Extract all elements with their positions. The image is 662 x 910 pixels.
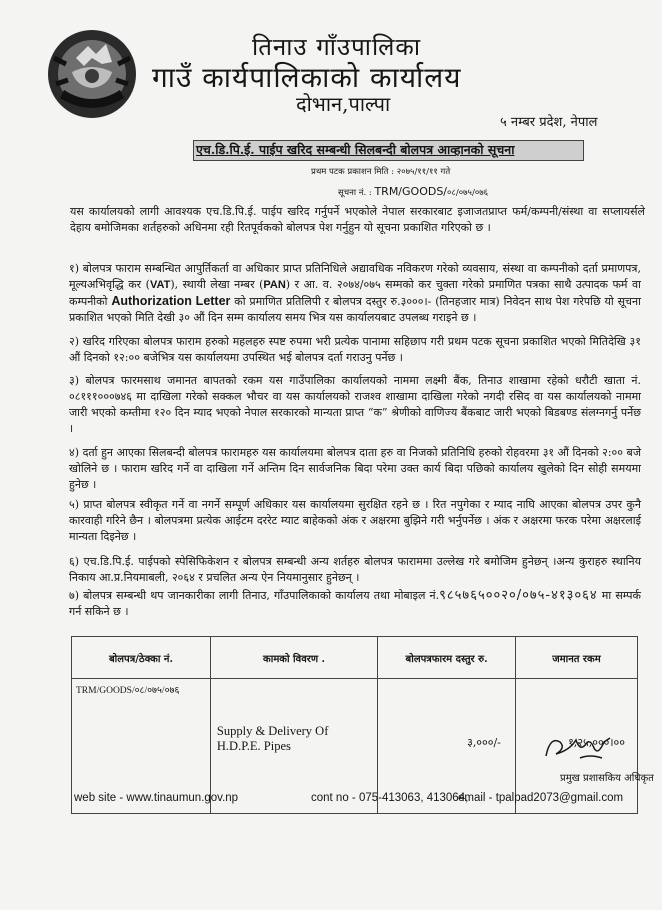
signatory-title: प्रमुख प्रशासकिय अधिकृत bbox=[560, 773, 654, 784]
condition-1-text-d: को प्रमाणित प्रतिलिपी र बोलपत्र दस्तुर रु.३०००।- (तिनहजार मात्र) निवेदन साथ पेश गरेपछि यो सूचना प्रकाशित भएको मिति देखी ३० औं दिन सम्म कार्यालय समय भित्र यस कार्यालयबाट उपलब्ध गराइने छ । bbox=[69, 295, 641, 324]
work-description-line-1: Supply & Delivery Of bbox=[216, 724, 329, 738]
pan-label: PAN bbox=[263, 279, 286, 291]
condition-2: २) खरिद गरिएका बोलपत्र फाराम हरुको महलहरु स्पष्ट रुपमा भरी प्रत्येक पानामा सहिछाप गरी प्रथम पटक सूचना प्रकाशित भएको मितिदेखि ३१ औं दिनको १२:०० बजेभित्र यस कार्यालयमा उपस्थित भई बोलपत्र दर्ता गराउनु पर्नेछ । bbox=[69, 335, 641, 364]
vat-label: VAT bbox=[149, 279, 171, 291]
condition-1 bbox=[69, 261, 641, 326]
notice-title: एच.डि.पि.ई. पाईप खरिद सम्बन्धी सिलबन्दी बोलपत्र आव्हानको सूचना bbox=[196, 142, 515, 157]
footer-contact: cont no - 075-413063, 413064, bbox=[311, 792, 469, 804]
province-label: ५ नम्बर प्रदेश, नेपाल bbox=[500, 115, 598, 130]
intro-paragraph: यस कार्यालयको लागी आवश्यक एच.डि.पि.ई. पाईप खरिद गर्नुपर्ने भएकोले नेपाल सरकारबाट इजाजतप्राप्त फर्म/कम्पनी/संस्था वा सप्लायर्सले देहाय बमोजिमका शर्तहरुको अधिनमा रही रितपूर्वकको बोलपत्र पेश गर्नुहुन यो सूचना प्रकाशित गरिएको छ । bbox=[70, 205, 645, 234]
notice-number-label: सूचना नं. : bbox=[338, 188, 375, 198]
condition-1-text-b: ), स्थायी लेखा नम्बर ( bbox=[170, 278, 264, 291]
authorization-letter-label: Authorization Letter bbox=[111, 294, 231, 308]
condition-3: ३) बोलपत्र फारमसाथ जमानत बापतको रकम यस गाउँपालिका कार्यालयको नाममा लक्ष्मी बैंक, तिनाउ शाखामा रहेको धरौटी खाता नं. ०८१११०००७४६ मा दाखिला गरेको सक्कल भौचर वा यस कार्यालयको राजश्व शाखामा दाखिला गरेको नगदी रसिद वा यस कार्यालयको नाममा जारी भएको कम्तीमा १२० दिन म्याद भएको नेपाल सरकारको मान्यता प्राप्त “क” श्रेणीको वाणिज्य बैंकबाट जारी भएको बिडबण्ड संलग्नगर्नु पर्नेछ । bbox=[69, 374, 641, 435]
work-description-line-2: H.D.P.E. Pipes bbox=[216, 739, 291, 753]
condition-4: ४) दर्ता हुन आएका सिलबन्दी बोलपत्र फारामहरु यस कार्यालयमा बोलपत्र दाता हरु वा निजको प्रतिनिधि हरुको रोहवरमा ३१ औं दिनको २:०० बजे खोलिने छ । फाराम खरिद गर्ने वा दाखिला गर्ने अन्तिम दिन सार्वजनिक बिदा परेमा उक्त कार्य बिदा पछिको कार्यालय खुलेको दिन सोही समयमा हुनेछ । bbox=[69, 446, 641, 491]
cell-form-fee: ३,०००/- bbox=[378, 679, 516, 814]
condition-1-text-a: १) बोलपत्र फाराम सम्बन्धित आपुर्तिकर्ता वा अधिकार प्राप्त प्रतिनिधिले अद्यावधिक नविकरण गरेको व्यवसाय, संस्था वा कम्पनीको दर्ता प्रमाणपत्र, मूल्यअभिवृद्धि कर ( bbox=[69, 262, 641, 291]
handwritten-contact-numbers: ९८५७६५००२०/०७५-४१३०६४ bbox=[439, 588, 598, 603]
column-header-work-description: कामको विवरण . bbox=[210, 637, 377, 679]
office-location: दोभान,पाल्पा bbox=[296, 92, 391, 116]
footer-email: email - tpalpad2073@gmail.com bbox=[458, 792, 624, 804]
condition-7 bbox=[69, 588, 641, 620]
footer-website: web site - www.tinaumun.gov.np bbox=[74, 792, 239, 804]
notice-number-value: TRM/GOODS/ bbox=[374, 185, 448, 198]
cell-contract-no: TRM/GOODS/०८/०७५/०७६ bbox=[72, 679, 211, 814]
table-header-row bbox=[72, 637, 638, 679]
notice-number bbox=[338, 185, 488, 198]
nepal-emblem-logo bbox=[46, 28, 138, 120]
condition-1-text-c: ) र आ. व. २०७४/०७५ सम्मको कर चुक्ता गरेको प्रमाणित पत्रका साथै उत्पादक फर्म वा कम्पनीको bbox=[69, 278, 641, 308]
office-name: गाउँ कार्यपालिकाको कार्यालय bbox=[152, 61, 462, 94]
municipality-name: तिनाउ गाँउपालिका bbox=[252, 33, 422, 61]
column-header-form-fee: बोलपत्रफारम दस्तुर रु. bbox=[378, 637, 516, 679]
publication-date: प्रथम पटक प्रकाशन मिति : २०७५/११/११ गते bbox=[311, 167, 451, 177]
condition-7-text-b: मा सम्पर्क गर्न सकिने छ । bbox=[69, 589, 641, 618]
condition-6: ६) एच.डि.पि.ई. पाईपको स्पेसिफिकेशन र बोलपत्र सम्बन्धी अन्य शर्तहरु बोलपत्र फाराममा उल्लेख गरे बमोजिम हुनेछन् ।अन्य कुराहरु स्थानिय निकाय आ.प्र.नियमाबली, २०६४ र प्रचलित अन्य ऐन नियमानुसार हुनेछन् । bbox=[69, 555, 641, 584]
condition-5: ५) प्राप्त बोलपत्र स्वीकृत गर्ने वा नगर्ने सम्पूर्ण अधिकार यस कार्यालयमा सुरक्षित रहने छ । रित नपुगेका र म्याद नाघि आएका बोलपत्र उपर कुनै कारवाही गरिने छैन । बोलपत्रमा प्रत्येक आईटम दररेट म्याट बाहेकको अंक र अक्षरमा बुझिने गरी भर्नुपर्नेछ । अंक र अक्षरमा फरक परेमा अक्षरलाई मान्यता दिइनेछ । bbox=[69, 498, 641, 543]
column-header-contract-no: बोलपत्र/ठेक्का नं. bbox=[72, 637, 211, 679]
column-header-security-amount: जमानत रकम bbox=[515, 637, 637, 679]
cell-security-amount: १,२५,०००।०० bbox=[515, 679, 637, 814]
condition-7-text-a: ७) बोलपत्र सम्बन्धी थप जानकारीका लागी तिनाउ, गाँउपालिकाको कार्यालय तथा मोबाइल नं. bbox=[69, 589, 440, 602]
notice-number-suffix: ०८/०७५/०७६ bbox=[447, 188, 489, 198]
bid-table bbox=[71, 636, 638, 814]
handwritten-signature bbox=[540, 728, 620, 768]
